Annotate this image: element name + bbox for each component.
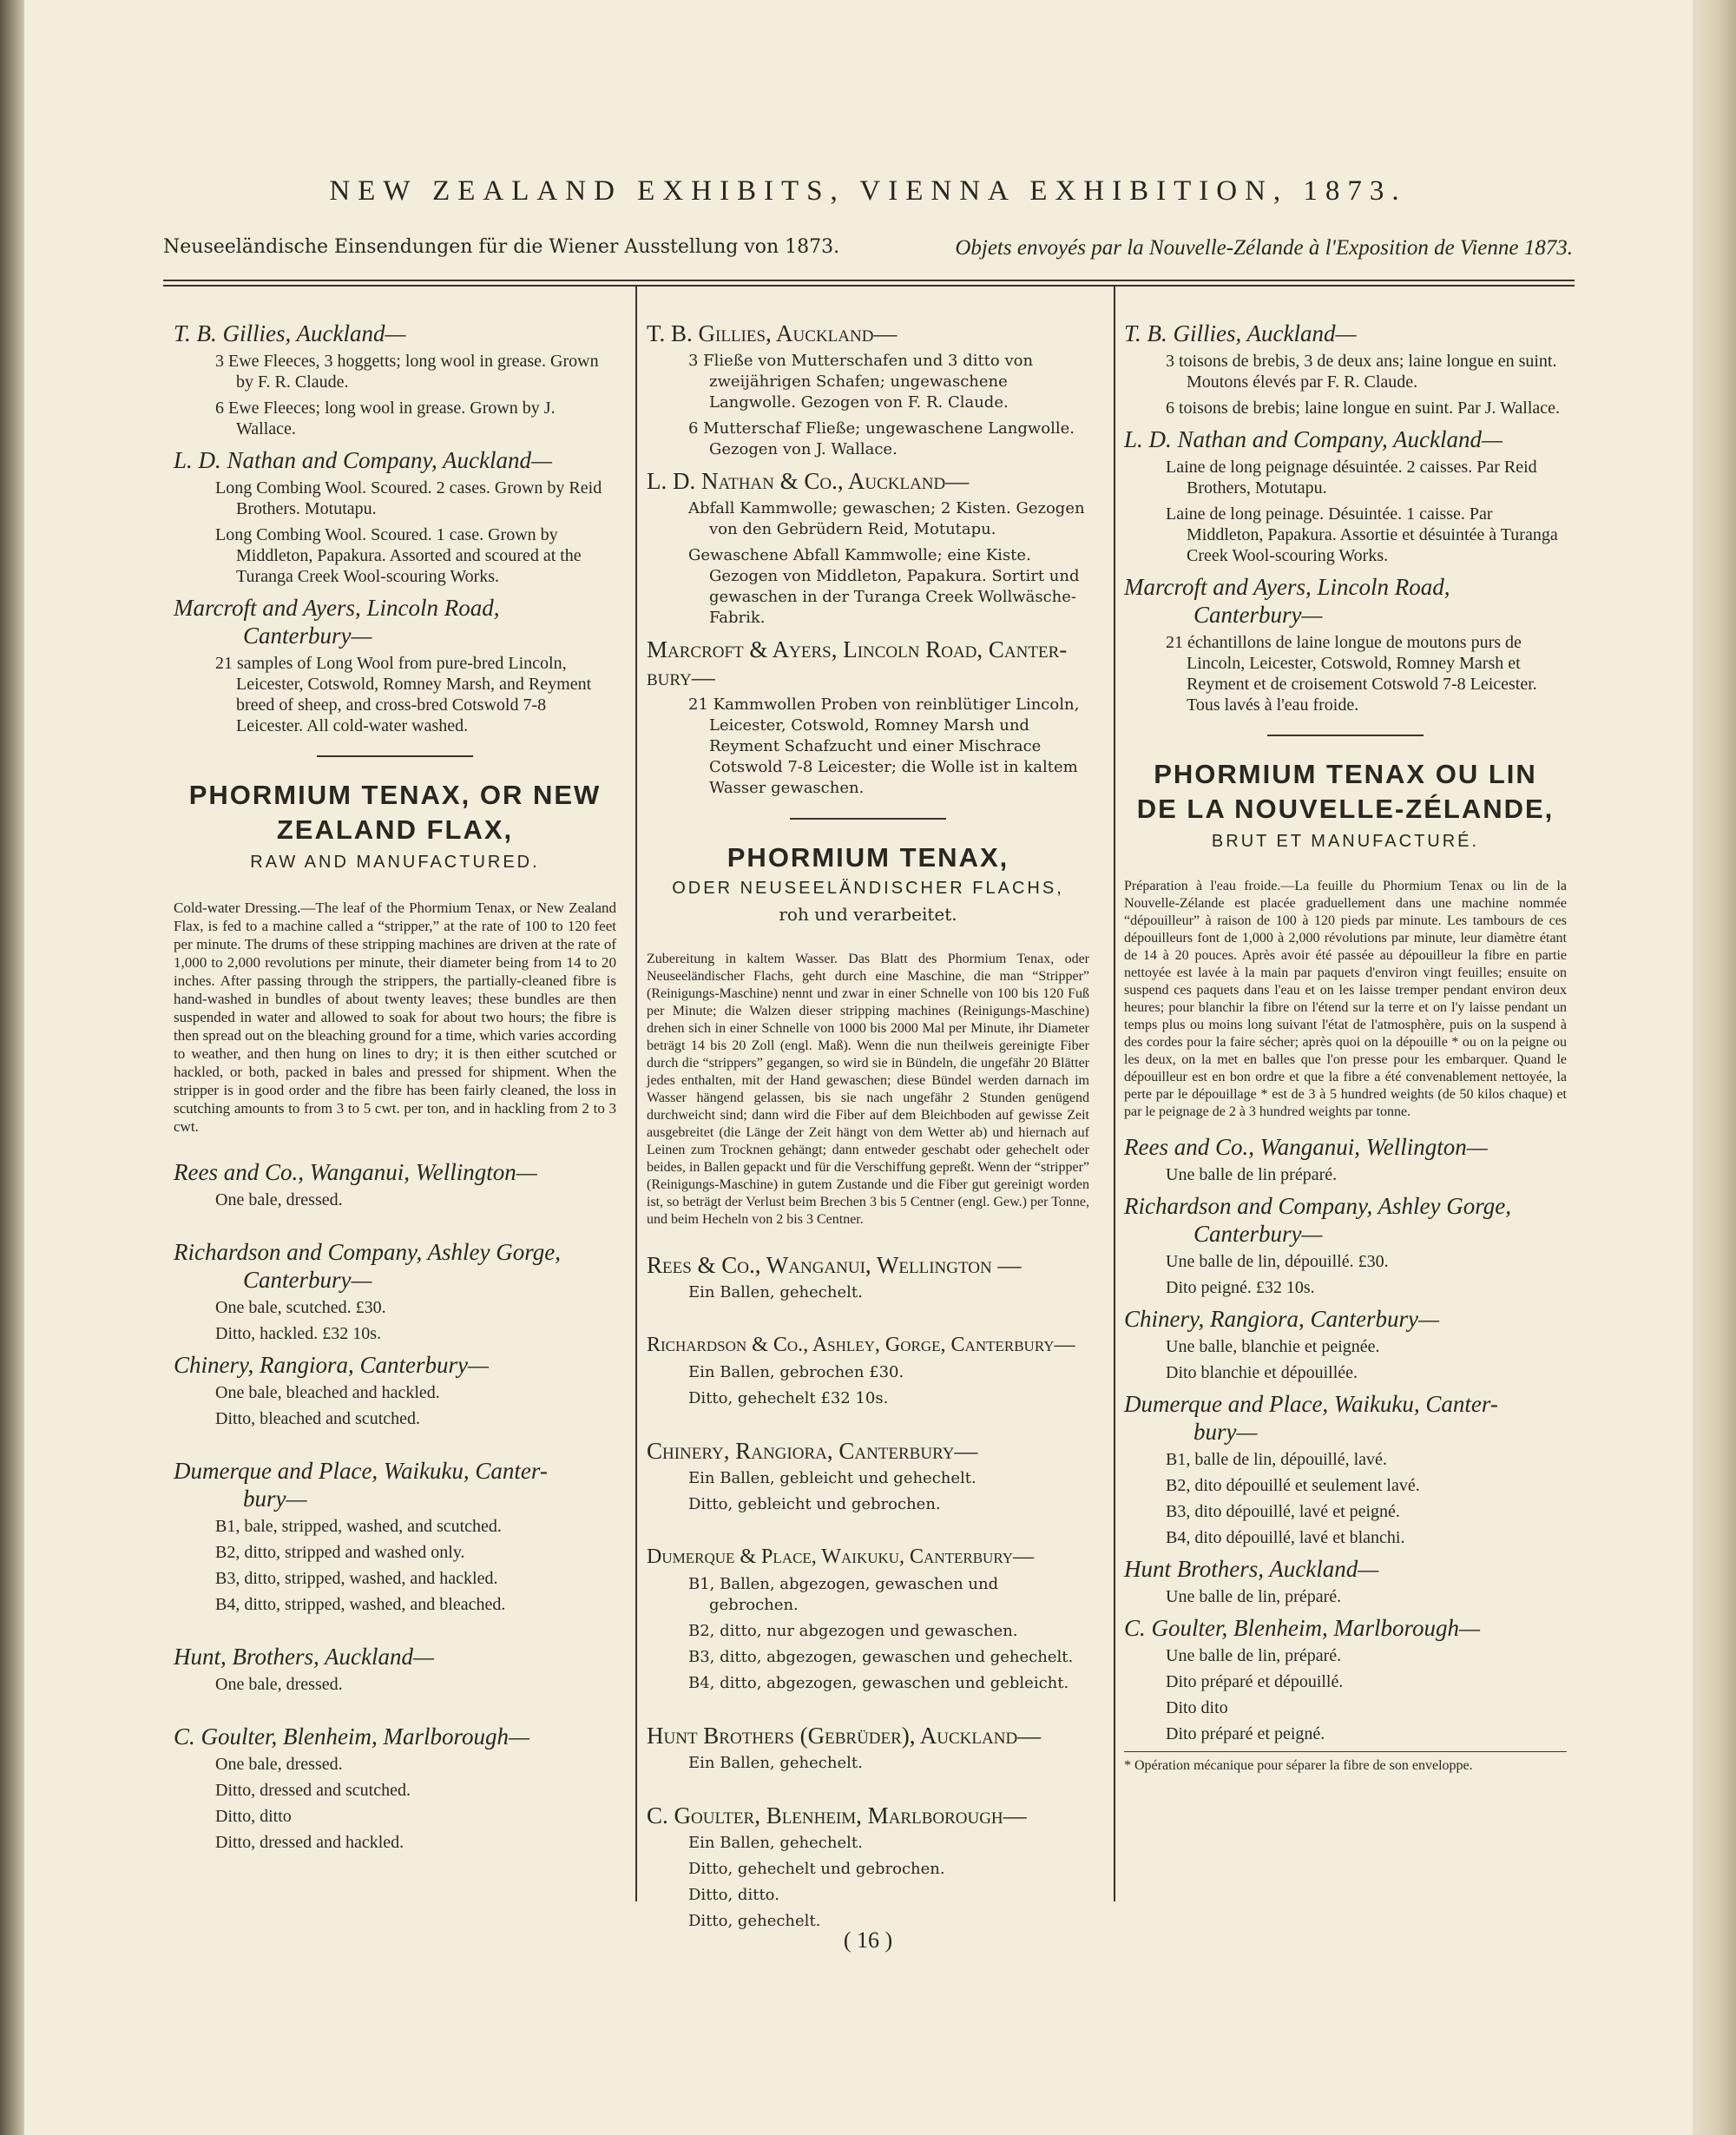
- item-text: B2, ditto, nur abgezogen und gewaschen.: [688, 1622, 1018, 1640]
- subtitle-french: Objets envoyés par la Nouvelle-Zélande à l'Exposition de Vienne 1873.: [955, 236, 1573, 260]
- exhibitor-heading: [174, 1457, 616, 1512]
- exhibitor-heading: T. B. Gillies, Auckland—: [174, 320, 406, 346]
- item-text: 6 Ewe Fleeces; long wool in grease. Grown by J. Wallace.: [215, 399, 556, 438]
- item-text: B1, bale, stripped, washed, and scutched.: [215, 1517, 502, 1536]
- exhibitor-heading: L. D. Nathan and Company, Auckland—: [1124, 426, 1503, 452]
- exhibitor-heading: Rees and Co., Wanganui, Wellington—: [174, 1159, 537, 1185]
- item-text: Abfall Kammwolle; gewaschen; 2 Kisten. Gezogen von den Gebrüdern Reid, Motutapu.: [688, 499, 1085, 538]
- item-text: Long Combing Wool. Scoured. 1 case. Grown by Middleton, Papakura. Assorted and scoured at the Turanga Creek Wool-scouring Works.: [215, 525, 582, 586]
- item-text: Laine de long peinage. Désuintée. 1 caisse. Par Middleton, Papakura. Assortie et désuintée à Turanga Creek Wool-scouring Works.: [1166, 504, 1558, 565]
- header-rule-double: [163, 285, 1575, 287]
- item-text: One bale, dressed.: [215, 1675, 343, 1694]
- heading-line: Canterbury—: [1194, 1221, 1323, 1247]
- heading-line: bury—: [1194, 1419, 1258, 1445]
- heading-line: bury—: [647, 664, 715, 690]
- item-text: One bale, dressed.: [215, 1190, 343, 1209]
- item-text: Ditto, ditto: [215, 1807, 292, 1826]
- heading-line: Marcroft and Ayers, Lincoln Road,: [1124, 574, 1450, 600]
- heading-line: Marcroft and Ayers, Lincoln Road,: [174, 595, 500, 621]
- page-number: ( 16 ): [843, 1927, 893, 1953]
- item-text: Dito dito: [1166, 1698, 1228, 1717]
- exhibitor-heading: T. B. Gillies, Auckland—: [647, 320, 898, 346]
- item-text: One bale, dressed.: [215, 1755, 343, 1774]
- exhibitor-heading: Richardson & Co., Ashley, Gorge, Canterbury—: [647, 1334, 1075, 1356]
- item-text: Ditto, gehechelt £32 10s.: [688, 1389, 889, 1407]
- heading-line: Canterbury—: [243, 623, 372, 649]
- item-text: Une balle de lin, préparé.: [1166, 1587, 1342, 1606]
- exhibitor-heading: Rees and Co., Wanganui, Wellington—: [1124, 1134, 1488, 1160]
- item-text: Ditto, dressed and hackled.: [215, 1833, 404, 1852]
- section-title: PHORMIUM TENAX,: [727, 842, 1009, 873]
- item-text: B1, balle de lin, dépouillé, lavé.: [1166, 1450, 1387, 1469]
- column-german: [647, 313, 1089, 1937]
- column-divider-2: [1114, 287, 1115, 1901]
- exhibitor-heading: [647, 636, 1089, 691]
- section-subtitle: ODER NEUSEELÄNDISCHER FLACHS,: [672, 879, 1064, 898]
- exhibitor-heading: C. Goulter, Blenheim, Marlborough—: [647, 1802, 1027, 1829]
- item-text: Une balle de lin préparé.: [1166, 1165, 1338, 1184]
- section-title: DE LA NOUVELLE-ZÉLANDE,: [1136, 794, 1555, 824]
- section-title: ZEALAND FLAX,: [276, 814, 514, 845]
- item-text: Dito préparé et dépouillé.: [1166, 1672, 1344, 1691]
- exhibitor-heading: Hunt, Brothers, Auckland—: [174, 1644, 434, 1670]
- description-paragraph: Cold-water Dressing.—The leaf of the Phormium Tenax, or New Zealand Flax, is fed to a machine called a “stripper,” at the rate of 100 to 120 feet per minute. The drums of these stripping machines are driven at the rate of 1,000 to 2,000 revolutions per minute, their diameter being from 14 to 20 inches. After passing through the strippers, the partially-cleaned fibre is hand-washed in bundles of about twenty leaves; these bundles are then suspended in water and allowed to soak for about two hours; the fibre is then spread out on the bleaching ground for a time, which varies according to weather, and then hung on lines to dry; it is then either scutched or hackled, or both, packed in bales and pressed for shipment. When the stripper is in good order and the fibre has been fairly cleaned, the loss in scutching amounts to from 3 to 5 cwt. per ton, and in hackling from 2 to 3 cwt.: [174, 899, 616, 1135]
- heading-line: Marcroft & Ayers, Lincoln Road, Canter-: [647, 636, 1068, 662]
- exhibitor-heading: [1124, 1390, 1567, 1446]
- section-subtitle: roh und verarbeitet.: [779, 904, 957, 925]
- column-divider-1: [635, 287, 637, 1901]
- exhibitor-heading: C. Goulter, Blenheim, Marlborough—: [1124, 1615, 1480, 1641]
- item-text: 21 samples of Long Wool from pure-bred Lincoln, Leicester, Cotswold, Romney Marsh, and Reyment breed of sheep, and cross-bred Cotswold 7-8 Leicester. All cold-water washed.: [215, 654, 592, 735]
- item-text: One bale, scutched. £30.: [215, 1298, 386, 1317]
- item-text: B3, ditto, abgezogen, gewaschen und gehechelt.: [688, 1648, 1074, 1666]
- heading-line: Richardson and Company, Ashley Gorge,: [1124, 1193, 1511, 1219]
- subtitle-german: Neuseeländische Einsendungen für die Wiener Ausstellung von 1873.: [163, 236, 840, 258]
- binding-gutter: [0, 0, 24, 2135]
- exhibitor-heading: Hunt Brothers, Auckland—: [1124, 1556, 1379, 1582]
- heading-line: Canterbury—: [243, 1267, 372, 1293]
- item-text: Ein Ballen, gehechelt.: [688, 1754, 863, 1772]
- item-text: 3 toisons de brebis, 3 de deux ans; laine longue en suint. Moutons élevés par F. R. Claude.: [1166, 352, 1557, 392]
- item-text: Ein Ballen, gebleicht und gehechelt.: [688, 1469, 976, 1487]
- item-text: Ein Ballen, gebrochen £30.: [688, 1363, 904, 1381]
- column-english: [174, 313, 616, 1858]
- page-title: NEW ZEALAND EXHIBITS, VIENNA EXHIBITION, 1873.: [329, 175, 1407, 207]
- separator: [317, 755, 473, 757]
- item-text: Ditto, gehechelt und gebrochen.: [688, 1860, 945, 1878]
- item-text: 21 Kammwollen Proben von reinblütiger Lincoln, Leicester, Cotswold, Romney Marsh und Reyment Schafzucht und einer Mischrace Cotswold 7-8 Leicester; die Wolle ist in kaltem Wasser gewaschen.: [688, 695, 1080, 797]
- exhibitor-heading: T. B. Gillies, Auckland—: [1124, 320, 1357, 346]
- description-paragraph: Zubereitung in kaltem Wasser. Das Blatt des Phormium Tenax, oder Neuseeländischer Flachs, geht durch eine Maschine, die man “Stripper” (Reinigungs-Maschine) nennt und zwar in einer Schnelle von 100 bis 120 Fuß per Minute; die Walzen dieser stripping machines (Reinigungs-Maschine) drehen sich in einer Schnelle von 1000 bis 2000 Mal per Minute, ihr Diameter beträgt 14 bis 20 Zoll (engl. Maß). Wenn die nun theilweis gereinigte Fiber durch die “strippers” gegangen, so wird sie in Bündeln, die ungefähr 20 Blätter jedes enthalten, mit der Hand gewaschen; diese Bündel werden darnach im Wasser hängend gelassen, bis sie nach ungefähr 2 Stunden genügend durchweicht sind; dann wird die Fiber auf dem Bleichboden auf gewisse Zeit ausgebreitet (die Länge der Zeit hängt von dem Wetter ab) und hiernach auf Leinen zum Trocknen gehängt; dann entweder geschabt oder gehechelt oder beides, in Ballen gepackt und für die Verschiffung gepreßt. Wenn der “stripper” (Reinigungs-Maschine) in gutem Zustande und die Fiber gut gereinigt worden ist, so beträgt der Verlust beim Brechen 3 bis 5 Centner (engl. Gew.) per Tonne, und beim Hecheln von 2 bis 3 Centner.: [647, 952, 1089, 1227]
- item-text: B1, Ballen, abgezogen, gewaschen und gebrochen.: [688, 1575, 999, 1614]
- heading-line: Dumerque and Place, Waikuku, Canter-: [174, 1458, 548, 1484]
- footnote: * Opération mécanique pour séparer la fibre de son enveloppe.: [1124, 1751, 1567, 1775]
- page-edge: [1693, 0, 1736, 2135]
- item-text: B4, ditto, abgezogen, gewaschen und gebleicht.: [688, 1674, 1069, 1692]
- column-french: [1124, 313, 1567, 1775]
- header-rule: [163, 280, 1575, 281]
- heading-line: bury—: [243, 1486, 307, 1512]
- heading-line: Dumerque and Place, Waikuku, Canter-: [1124, 1391, 1498, 1417]
- exhibitor-heading: Chinery, Rangiora, Canterbury—: [1124, 1306, 1439, 1332]
- exhibitor-heading: [174, 1238, 616, 1294]
- item-text: Ditto, ditto.: [688, 1886, 779, 1904]
- item-text: B3, dito dépouillé, lavé et peigné.: [1166, 1502, 1400, 1521]
- section-title: PHORMIUM TENAX, OR NEW: [188, 780, 602, 810]
- item-text: 3 Fließe von Mutterschafen und 3 ditto von zweijährigen Schafen; ungewaschene Langwolle. Gezogen von F. R. Claude.: [688, 352, 1034, 412]
- exhibitor-heading: Hunt Brothers (Gebrüder), Auckland—: [647, 1723, 1042, 1749]
- exhibitor-heading: Rees & Co., Wanganui, Wellington —: [647, 1252, 1022, 1278]
- exhibitor-heading: Chinery, Rangiora, Canterbury—: [174, 1352, 489, 1378]
- separator: [1267, 735, 1424, 736]
- item-text: Ditto, gehechelt.: [688, 1912, 821, 1930]
- heading-line: Canterbury—: [1194, 602, 1323, 628]
- exhibitor-heading: [1124, 1192, 1567, 1248]
- item-text: Une balle, blanchie et peignée.: [1166, 1337, 1380, 1356]
- item-text: Ditto, gebleicht und gebrochen.: [688, 1495, 941, 1513]
- item-text: B4, dito dépouillé, lavé et blanchi.: [1166, 1528, 1405, 1547]
- item-text: Ditto, hackled. £32 10s.: [215, 1324, 382, 1343]
- item-text: Dito peigné. £32 10s.: [1166, 1278, 1315, 1297]
- item-text: Ditto, bleached and scutched.: [215, 1409, 421, 1428]
- item-text: Gewaschene Abfall Kammwolle; eine Kiste. Gezogen von Middleton, Papakura. Sortirt und gewaschen in der Turanga Creek Wollwäsche-Fabrik.: [688, 546, 1080, 627]
- item-text: 3 Ewe Fleeces, 3 hoggetts; long wool in grease. Grown by F. R. Claude.: [215, 352, 599, 392]
- item-text: 6 toisons de brebis; laine longue en suint. Par J. Wallace.: [1166, 399, 1561, 418]
- item-text: Long Combing Wool. Scoured. 2 cases. Grown by Reid Brothers. Motutapu.: [215, 478, 602, 518]
- item-text: Une balle de lin, dépouillé. £30.: [1166, 1252, 1389, 1271]
- item-text: B4, ditto, stripped, washed, and bleached.: [215, 1595, 506, 1614]
- item-text: Ein Ballen, gehechelt.: [688, 1283, 863, 1301]
- exhibitor-heading: [174, 594, 616, 649]
- item-text: Dito préparé et peigné.: [1166, 1724, 1325, 1743]
- item-text: 6 Mutterschaf Fließe; ungewaschene Langwolle. Gezogen von J. Wallace.: [688, 419, 1075, 458]
- exhibitor-heading: Chinery, Rangiora, Canterbury—: [647, 1438, 978, 1464]
- item-text: Ein Ballen, gehechelt.: [688, 1834, 863, 1852]
- item-text: Ditto, dressed and scutched.: [215, 1781, 411, 1800]
- item-text: Dito blanchie et dépouillée.: [1166, 1363, 1358, 1382]
- exhibitor-heading: [1124, 573, 1567, 629]
- section-subtitle: BRUT ET MANUFACTURÉ.: [1211, 832, 1480, 851]
- item-text: Laine de long peignage désuintée. 2 caisses. Par Reid Brothers, Motutapu.: [1166, 458, 1537, 498]
- section-subtitle: RAW AND MANUFACTURED.: [250, 853, 540, 872]
- item-text: B2, dito dépouillé et seulement lavé.: [1166, 1476, 1420, 1495]
- description-paragraph: Préparation à l'eau froide.—La feuille du Phormium Tenax ou lin de la Nouvelle-Zélande est placée graduellement dans une machine nommée “dépouilleur” à raison de 100 à 120 pieds par minute. Les tambours de ces dépouilleurs font de 1,000 à 2,000 révolutions par minute, leur diamètre étant de 14 à 20 pouces. Après avoir été passée au dépouilleur la fibre en partie nettoyée est lavée à la main par paquets d'environ vingt feuilles; ensuite on suspend ces paquets dans l'eau et on les laisse tremper pendant environ deux heures; pour blanchir la fibre on l'étend sur la terre et on l'y laisse pendant un temps plus ou moins long suivant l'état de l'atmosphère, puis on la suspend à des cordes pour la faire sécher; après quoi on la dépouille * ou on la peigne ou les deux, on la met en balles que l'on presse pour les embarquer. Quand le dépouilleur est en bon ordre et que la fibre a été convenablement nettoyée, la perte par le dépouillage * est de 3 à 5 hundred weights (de 50 kilos chaque) et par le peignage de 2 à 3 hundred weights par tonne.: [1124, 879, 1567, 1119]
- exhibitor-heading: L. D. Nathan & Co., Auckland—: [647, 468, 970, 494]
- heading-line: Richardson and Company, Ashley Gorge,: [174, 1239, 561, 1265]
- item-text: B3, ditto, stripped, washed, and hackled.: [215, 1569, 498, 1588]
- separator: [790, 818, 946, 820]
- exhibitor-heading: C. Goulter, Blenheim, Marlborough—: [174, 1723, 529, 1750]
- exhibitor-heading: L. D. Nathan and Company, Auckland—: [174, 447, 553, 473]
- item-text: 21 échantillons de laine longue de moutons purs de Lincoln, Leicester, Cotswold, Romney Marsh et Reyment et de croisement Cotswold 7-8 Leicester. Tous lavés à l'eau froide.: [1166, 633, 1537, 715]
- item-text: B2, ditto, stripped and washed only.: [215, 1543, 465, 1562]
- item-text: Une balle de lin, préparé.: [1166, 1646, 1342, 1665]
- exhibitor-heading: Dumerque & Place, Waikuku, Canterbury—: [647, 1545, 1035, 1568]
- section-title: PHORMIUM TENAX OU LIN: [1154, 759, 1537, 789]
- item-text: One bale, bleached and hackled.: [215, 1383, 440, 1402]
